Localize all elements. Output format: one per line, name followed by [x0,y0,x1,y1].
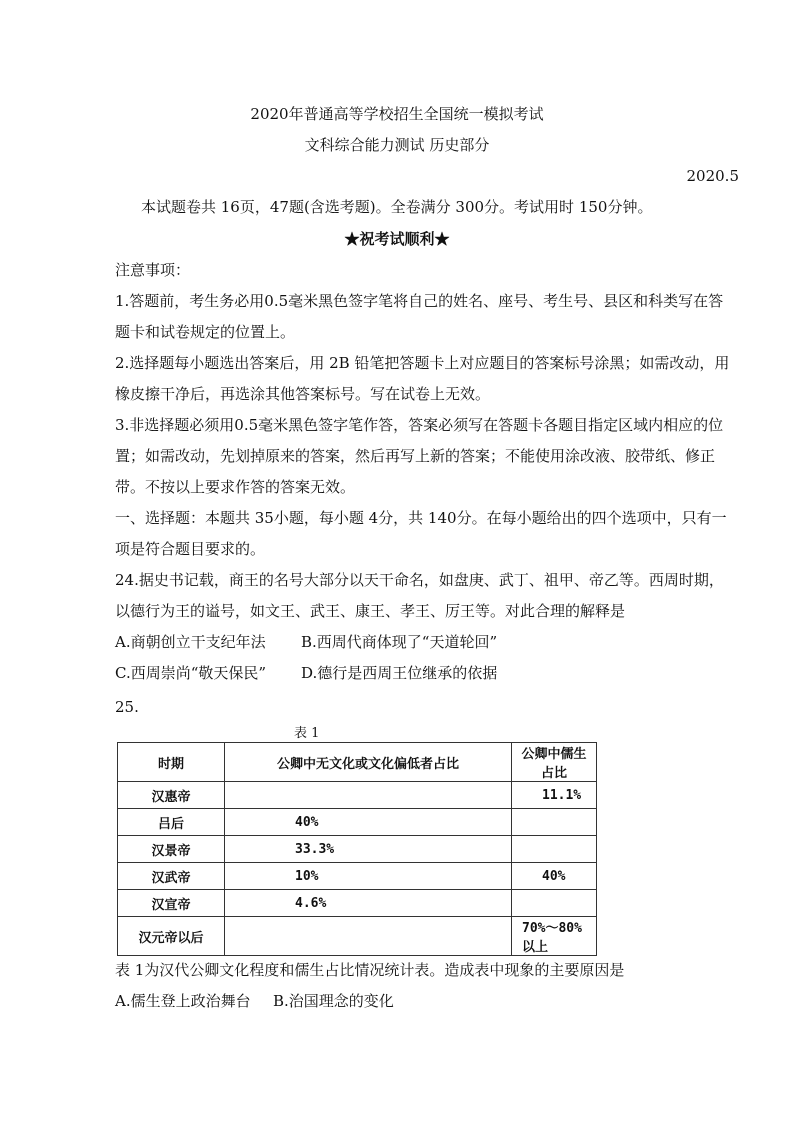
table-row [118,782,597,809]
option-a: A.儒生登上政治舞台 [115,992,251,1010]
cell-uneducated: 10% [225,863,512,890]
exam-date: 2020.5 [686,167,739,185]
table-row [118,917,597,956]
cell-period: 吕后 [118,809,225,836]
cell-confucian: 70%～80%以上 [512,917,597,956]
section-heading-line-2: 项是符合题目要求的。 [115,540,266,558]
note-2-line-2: 橡皮擦干净后，再选涂其他答案标号。写在试卷上无效。 [115,385,491,403]
question-25-number: 25. [115,698,139,716]
table-row [118,863,597,890]
cell-confucian: 11.1% [512,782,597,809]
cell-period: 汉景帝 [118,836,225,863]
question-25-options-row-1 [115,991,394,1011]
table-row [118,890,597,917]
table-title: 表 1 [294,726,320,741]
statistics-table [117,742,597,956]
cell-uneducated: 40% [225,809,512,836]
table-row [118,836,597,863]
question-24-options-row-1 [115,632,497,652]
cell-uneducated [225,917,512,956]
note-2-line-1: 2.选择题每小题选出答案后，用 2B 铅笔把答题卡上对应题目的答案标号涂黑；如需改动，用 [115,354,730,372]
header-confucian-ratio: 公卿中儒生占比 [512,743,597,782]
question-24-options-row-2 [115,663,497,683]
cell-confucian [512,809,597,836]
section-heading-line-1: 一、选择题：本题共 35小题，每小题 4分，共 140分。在每小题给出的四个选项中，只有一 [115,509,727,527]
question-24-line-2: 以德行为王的谥号，如文王、武王、康王、孝王、厉王等。对此合理的解释是 [115,602,626,620]
header-period: 时期 [118,743,225,782]
cell-period: 汉惠帝 [118,782,225,809]
note-3-line-3: 带。不按以上要求作答的答案无效。 [115,478,356,496]
cell-uneducated: 4.6% [225,890,512,917]
note-1-line-2: 题卡和试卷规定的位置上。 [115,323,296,341]
option-b: B.西周代商体现了“天道轮回” [301,633,498,651]
note-3-line-1: 3.非选择题必须用0.5毫米黑色签字笔作答，答案必须写在答题卡各题目指定区域内相应的位 [115,416,724,434]
cell-confucian [512,890,597,917]
option-a: A.商朝创立干支纪年法 [115,633,266,651]
question-24-line-1: 24.据史书记载，商王的名号大部分以天干命名，如盘庚、武丁、祖甲、帝乙等。西周时期， [115,571,724,589]
cell-uneducated [225,782,512,809]
cell-period: 汉元帝以后 [118,917,225,956]
note-1-line-1: 1.答题前，考生务必用0.5毫米黑色签字笔将自己的姓名、座号、考生号、县区和科类写在答 [115,292,724,310]
option-b: B.治国理念的变化 [273,992,394,1010]
table-row [118,809,597,836]
option-c: C.西周崇尚“敬天保民” [115,664,267,682]
note-3-line-2: 置；如需改动，先划掉原来的答案，然后再写上新的答案；不能使用涂改液、胶带纸、修正 [115,447,716,465]
option-d: D.德行是西周王位继承的依据 [301,664,498,682]
cell-confucian [512,836,597,863]
cell-uneducated: 33.3% [225,836,512,863]
good-luck-banner: ★祝考试顺利★ [344,230,450,248]
cell-period: 汉宣帝 [118,890,225,917]
exam-intro: 本试题卷共 16页，47题(含选考题)。全卷满分 300分。考试用时 150分钟。 [141,198,653,216]
exam-title: 2020年普通高等学校招生全国统一模拟考试 [250,105,544,123]
cell-period: 汉武帝 [118,863,225,890]
notes-heading: 注意事项： [115,261,191,279]
exam-subtitle: 文科综合能力测试 历史部分 [304,136,490,154]
cell-confucian: 40% [512,863,597,890]
table-header-row [118,743,597,782]
question-25-caption: 表 1为汉代公卿文化程度和儒生占比情况统计表。造成表中现象的主要原因是 [115,961,625,979]
header-uneducated-ratio: 公卿中无文化或文化偏低者占比 [225,743,512,782]
